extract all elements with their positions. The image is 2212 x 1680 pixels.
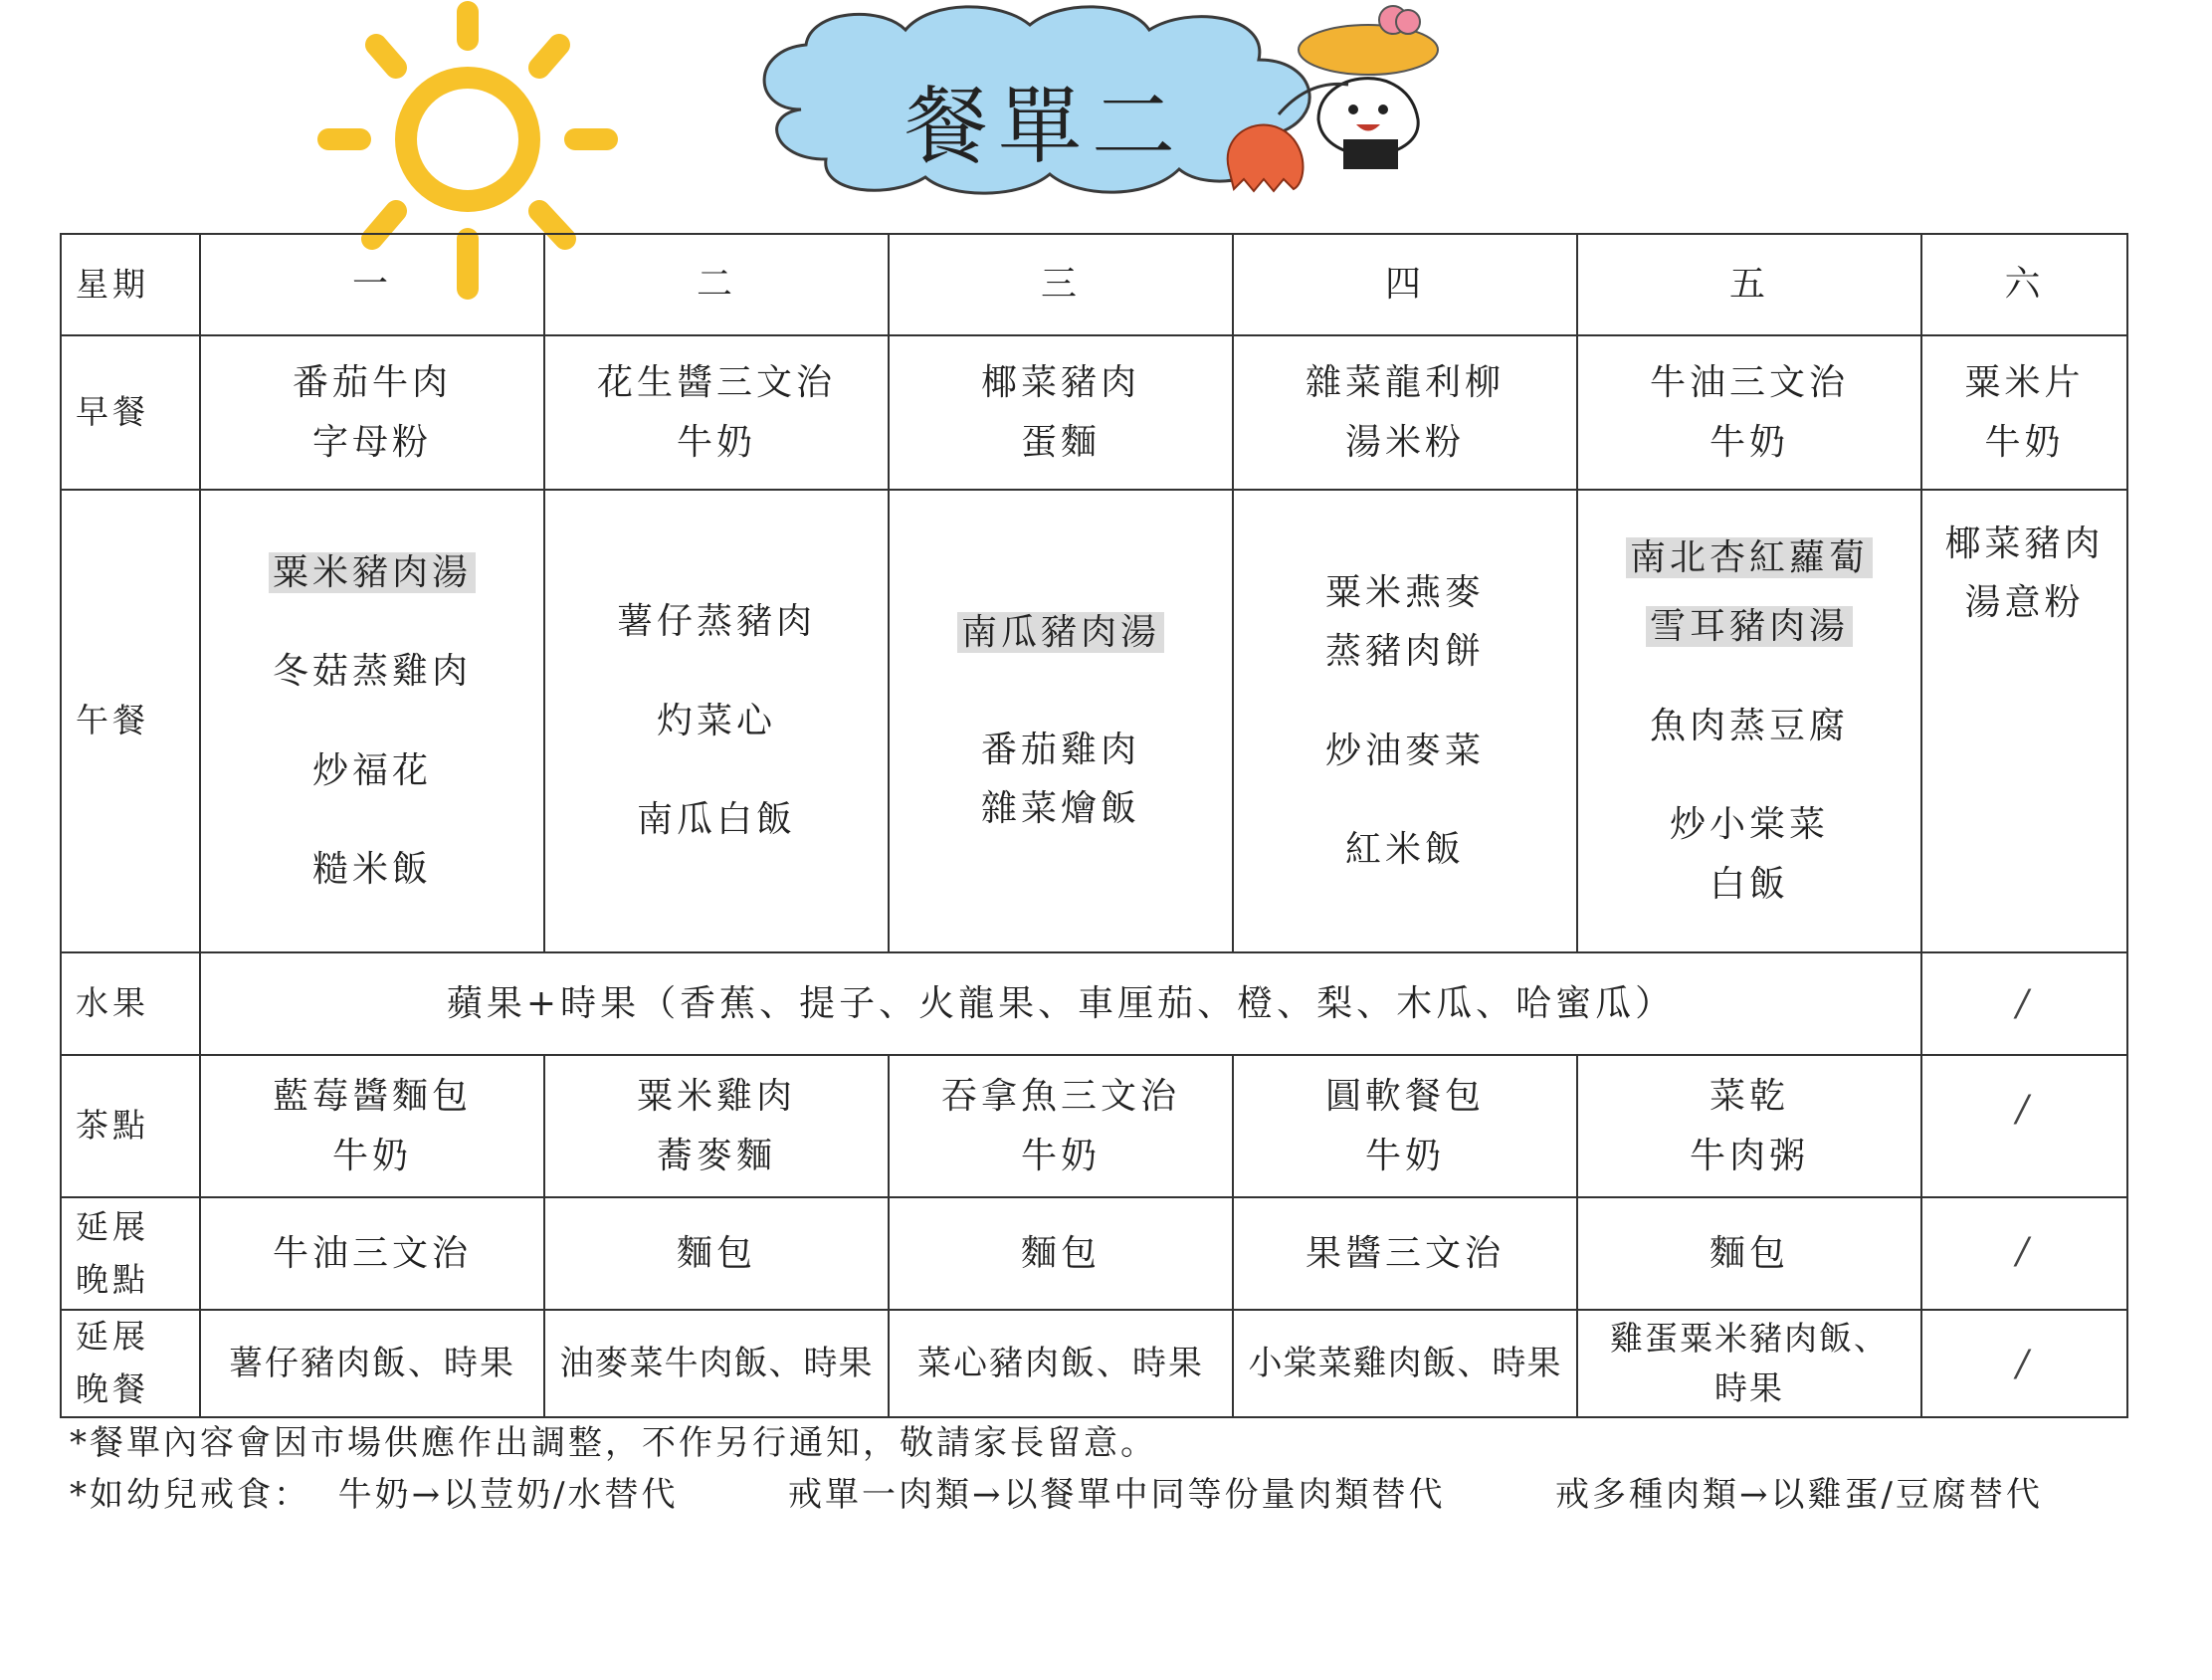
breakfast-label: 早餐	[61, 335, 200, 490]
lunch-cell-thu: 粟米燕麥 蒸豬肉餅 炒油麥菜 紅米飯	[1233, 490, 1577, 952]
weekday-header-row	[61, 234, 2127, 335]
late-snack-cell: 果醬三文治	[1233, 1197, 1577, 1310]
rice-ball-mascot-icon	[1318, 79, 1418, 169]
fruit-sat-cell: /	[1921, 952, 2127, 1055]
soup-highlight: 粟米豬肉湯	[269, 552, 476, 593]
lunch-cell-wed: 南瓜豬肉湯 番茄雞肉 雜菜燴飯	[889, 490, 1233, 952]
header-label: 星期	[61, 234, 200, 335]
footnotes	[70, 1417, 2043, 1521]
snack-row	[61, 1055, 2127, 1197]
lunch-label: 午餐	[61, 490, 200, 952]
late-snack-row	[61, 1197, 2127, 1310]
page-title: 餐單二	[904, 78, 1185, 175]
lunch-cell-tue: 薯仔蒸豬肉 灼菜心 南瓜白飯	[544, 490, 889, 952]
late-snack-cell: 牛油三文治	[200, 1197, 544, 1310]
day-header: 四	[1233, 234, 1577, 335]
soup-highlight: 南北杏紅蘿蔔	[1626, 537, 1873, 578]
late-snack-sat-cell: /	[1921, 1197, 2127, 1310]
late-dinner-cell: 薯仔豬肉飯、時果	[200, 1310, 544, 1417]
day-header: 二	[544, 234, 889, 335]
footnote: *餐單內容會因市場供應作出調整，不作另行通知，敬請家長留意。	[70, 1423, 1157, 1463]
snack-label: 茶點	[61, 1055, 200, 1197]
breakfast-cell: 雜菜龍利柳 湯米粉	[1233, 335, 1577, 490]
late-dinner-row	[61, 1310, 2127, 1417]
day-header: 三	[889, 234, 1233, 335]
late-dinner-cell: 菜心豬肉飯、時果	[889, 1310, 1233, 1417]
flower-mascot-icon	[1299, 6, 1438, 75]
breakfast-cell: 花生醬三文治 牛奶	[544, 335, 889, 490]
snack-cell: 藍莓醬麵包 牛奶	[200, 1055, 544, 1197]
menu-table	[60, 233, 2128, 1418]
soup-highlight: 南瓜豬肉湯	[957, 612, 1164, 653]
late-snack-cell: 麵包	[1577, 1197, 1921, 1310]
soup-highlight: 雪耳豬肉湯	[1646, 606, 1853, 647]
late-dinner-cell: 油麥菜牛肉飯、時果	[544, 1310, 889, 1417]
breakfast-cell: 牛油三文治 牛奶	[1577, 335, 1921, 490]
breakfast-row	[61, 335, 2127, 490]
cartoon-characters-icon	[1209, 0, 1508, 199]
snack-cell: 粟米雞肉 蕎麥麵	[544, 1055, 889, 1197]
snack-cell: 圓軟餐包 牛奶	[1233, 1055, 1577, 1197]
snack-cell: 菜乾 牛肉粥	[1577, 1055, 1921, 1197]
footnote: *如幼兒戒食： 牛奶→以荳奶/水替代 戒單一肉類→以餐單中同等份量肉類替代 戒多種肉類→以雞蛋/豆腐替代	[70, 1475, 2043, 1515]
fruit-label: 水果	[61, 952, 200, 1055]
late-snack-label: 延展 晚點	[61, 1197, 200, 1310]
lunch-cell-fri: 南北杏紅蘿蔔 雪耳豬肉湯 魚肉蒸豆腐 炒小棠菜 白飯	[1577, 490, 1921, 952]
day-header: 六	[1921, 234, 2127, 335]
late-dinner-cell: 雞蛋粟米豬肉飯、 時果	[1577, 1310, 1921, 1417]
day-header: 五	[1577, 234, 1921, 335]
fruit-row	[61, 952, 2127, 1055]
snack-cell: 吞拿魚三文治 牛奶	[889, 1055, 1233, 1197]
late-dinner-sat-cell: /	[1921, 1310, 2127, 1417]
late-dinner-label: 延展 晚餐	[61, 1310, 200, 1417]
fruit-cell: 蘋果+時果（香蕉、提子、火龍果、車厘茄、橙、梨、木瓜、哈蜜瓜）	[200, 952, 1921, 1055]
breakfast-cell: 粟米片 牛奶	[1921, 335, 2127, 490]
snack-sat-cell: /	[1921, 1055, 2127, 1197]
lunch-cell-sat: 椰菜豬肉 湯意粉	[1921, 490, 2127, 952]
late-dinner-cell: 小棠菜雞肉飯、時果	[1233, 1310, 1577, 1417]
day-header: 一	[200, 234, 544, 335]
lunch-cell-mon: 粟米豬肉湯 冬菇蒸雞肉 炒福花 糙米飯	[200, 490, 544, 952]
late-snack-cell: 麵包	[889, 1197, 1233, 1310]
breakfast-cell: 椰菜豬肉 蛋麵	[889, 335, 1233, 490]
lunch-row	[61, 490, 2127, 952]
late-snack-cell: 麵包	[544, 1197, 889, 1310]
breakfast-cell: 番茄牛肉 字母粉	[200, 335, 544, 490]
